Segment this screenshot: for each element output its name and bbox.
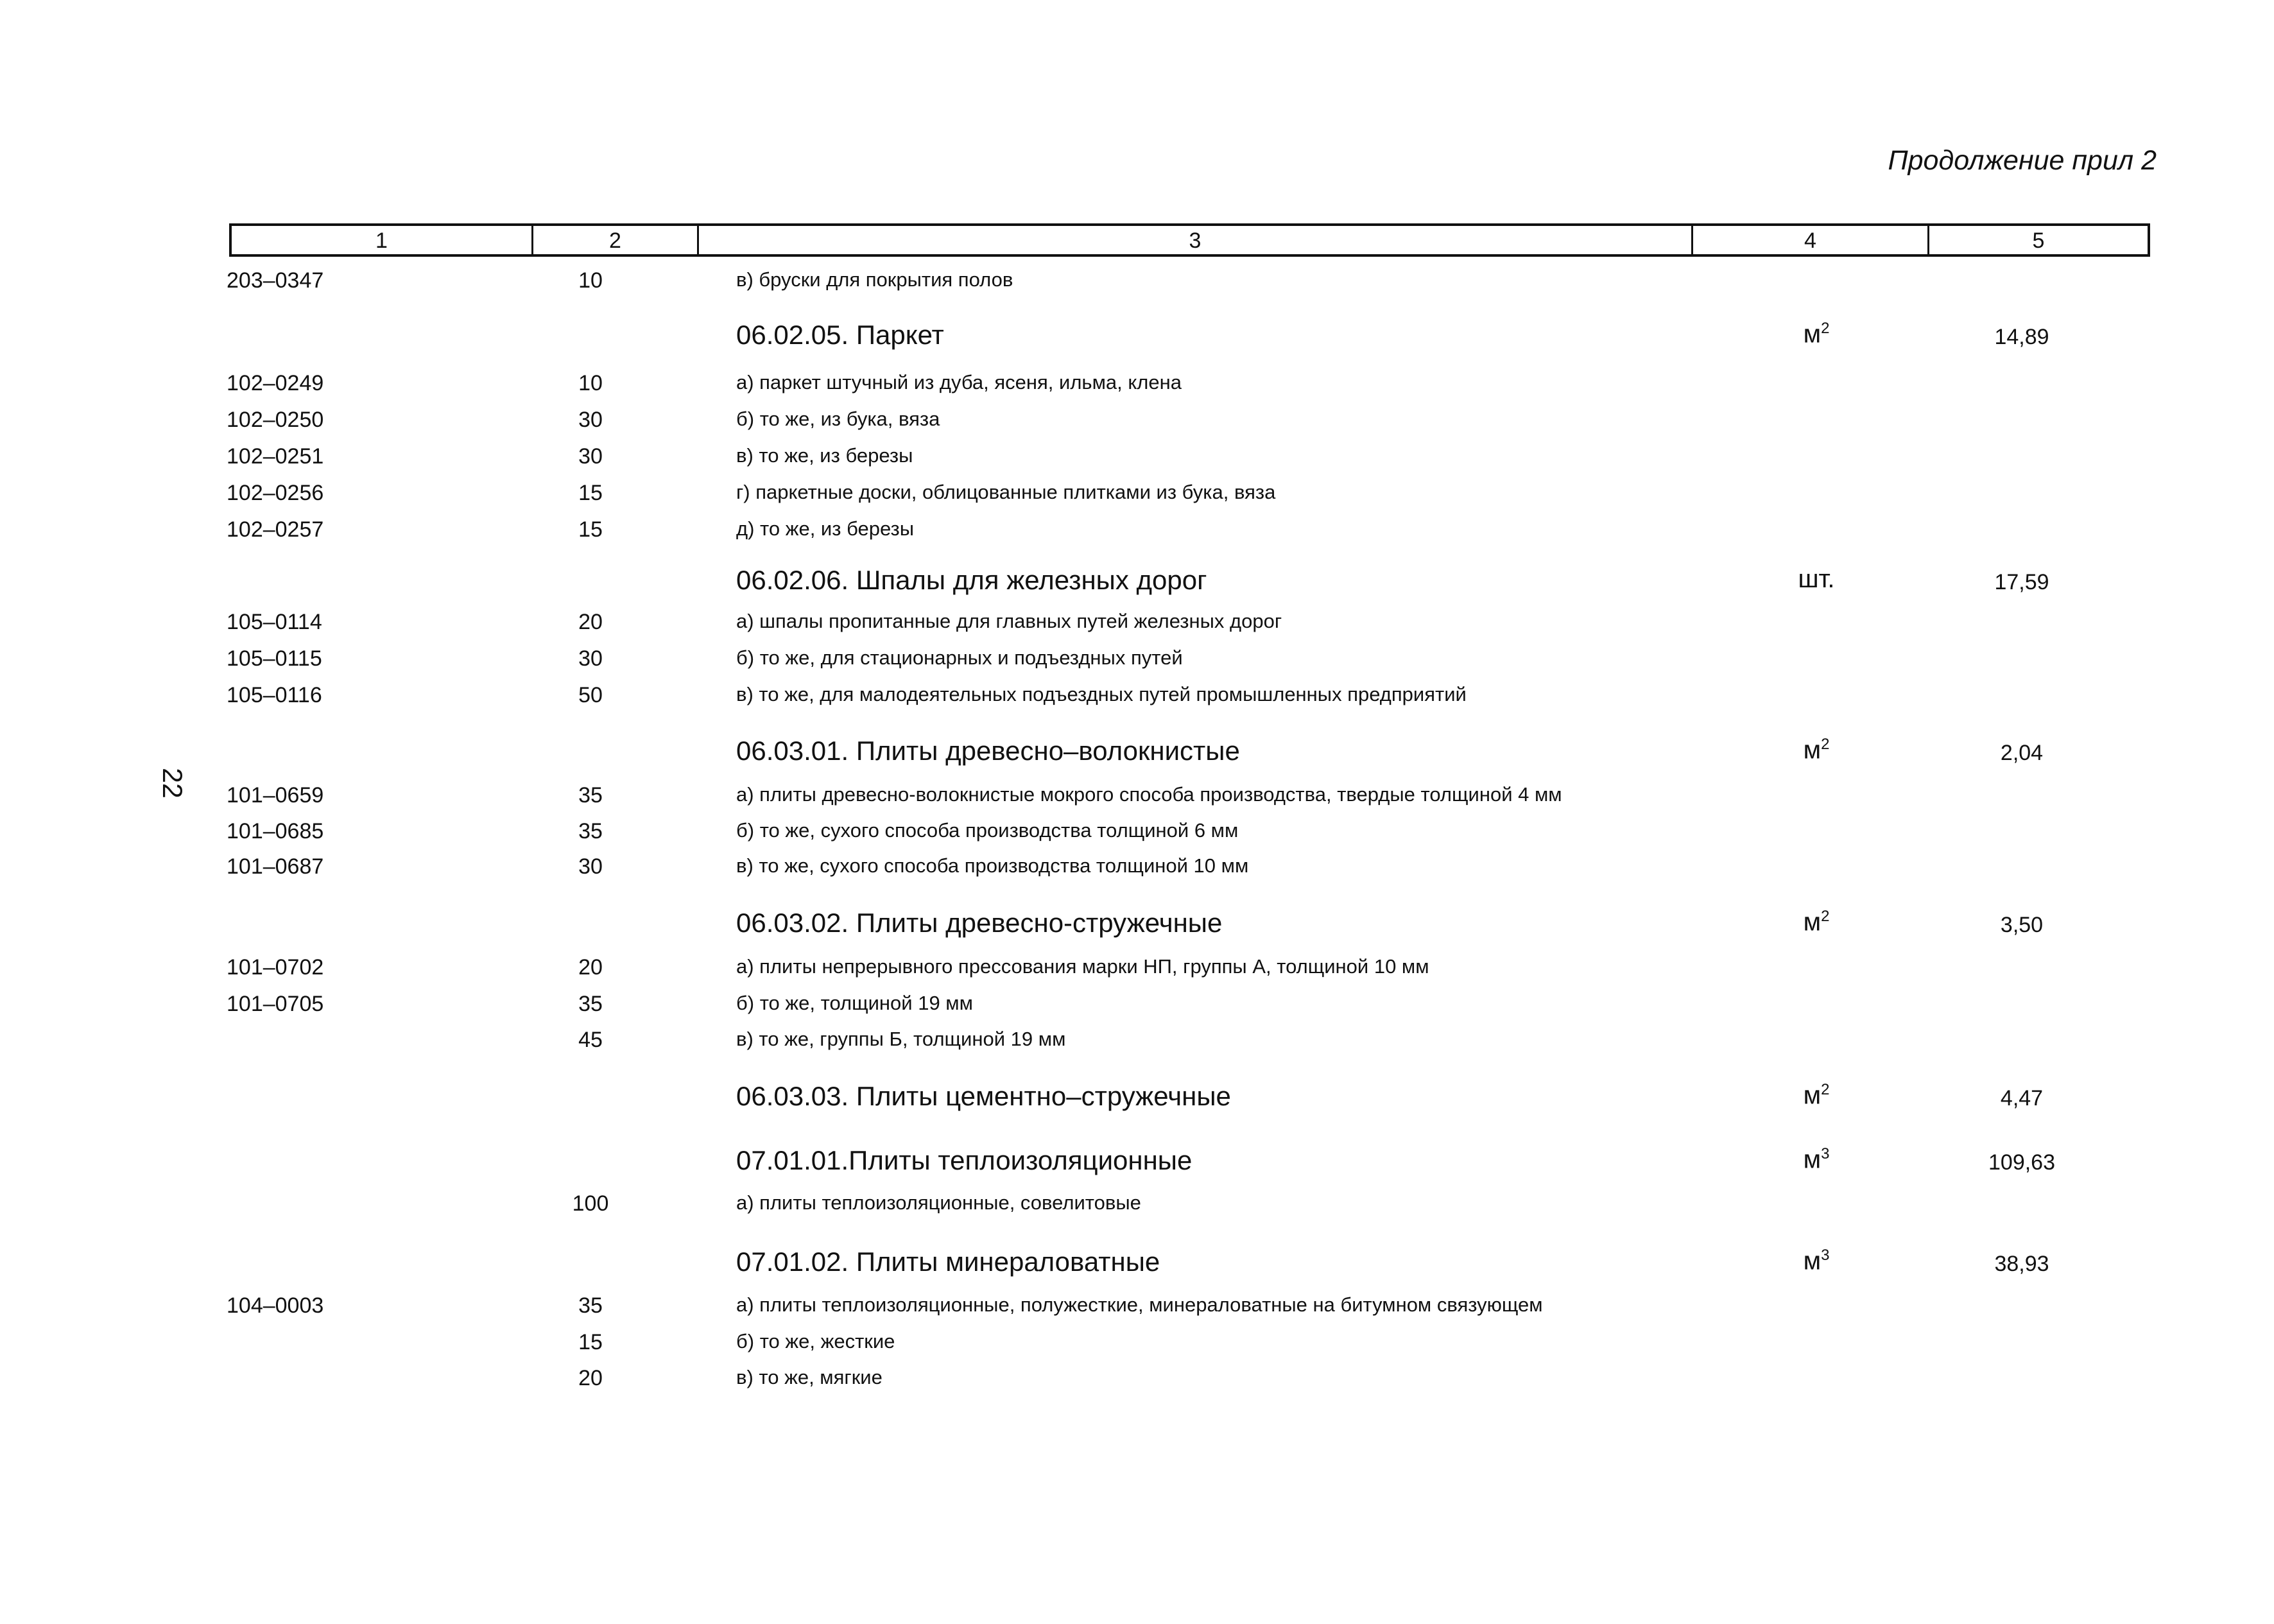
unit-power: 3 [1821,1247,1830,1264]
percent-value: 20 [578,610,603,634]
item-description: в) то же, для малодеятельных подъездных путей промышленных предприятий [736,683,1467,705]
resource-code: 101–0705 [227,992,324,1016]
resource-code: 101–0702 [227,955,324,980]
resource-code: 105–0114 [227,610,322,634]
group-value: 4,47 [2000,1086,2044,1110]
resource-code: 102–0249 [227,371,324,395]
item-description: а) плиты теплоизоляционные, полужесткие, минераловатные на битумном связующем [736,1293,1543,1316]
unit-of-measure [1771,320,1861,349]
item-description: в) то же, из березы [736,444,913,467]
percent-value: 10 [578,268,603,293]
item-description: в) бруски для покрытия полов [736,268,1013,291]
resource-code: 102–0257 [227,517,324,542]
unit-text: м [1803,908,1822,937]
column-header-row [229,223,2150,257]
percent-value: 35 [578,819,603,843]
resource-code: 203–0347 [227,268,324,293]
percent-value: 20 [578,955,603,980]
percent-value: 15 [578,1330,603,1354]
percent-value: 45 [578,1028,603,1052]
group-title: 06.02.05. Паркет [736,320,944,350]
group-title: 07.01.01.Плиты теплоизоляционные [736,1145,1193,1175]
percent-value: 30 [578,444,603,469]
resource-code: 102–0250 [227,408,324,432]
percent-value: 35 [578,783,603,808]
unit-text: шт. [1798,565,1835,593]
percent-value: 30 [578,854,603,879]
group-title: 07.01.02. Плиты минераловатные [736,1247,1160,1277]
continuation-caption: Продолжение прил 2 [1888,145,2157,176]
unit-text: м [1803,1247,1822,1275]
resource-code: 101–0685 [227,819,324,843]
unit-of-measure [1771,1081,1861,1110]
item-description: д) то же, из березы [736,517,915,540]
page-number: 22 [157,768,187,799]
item-description: б) то же, жесткие [736,1330,895,1352]
group-title: 06.03.01. Плиты древесно–волокнистые [736,736,1240,766]
percent-value: 15 [578,481,603,505]
unit-power: 2 [1821,736,1830,753]
group-title: 06.02.06. Шпалы для железных дорог [736,565,1207,595]
unit-power: 2 [1821,908,1830,925]
resource-code: 101–0659 [227,783,324,808]
item-description: г) паркетные доски, облицованные плитками из бука, вяза [736,481,1276,503]
unit-of-measure [1771,1145,1861,1174]
resource-code: 102–0251 [227,444,324,469]
unit-power: 2 [1821,1081,1830,1098]
unit-of-measure [1771,736,1861,764]
unit-text: м [1803,320,1822,349]
item-description: в) то же, сухого способа производства толщиной 10 мм [736,854,1249,877]
column-header-2: 2 [533,226,699,254]
item-description: в) то же, группы Б, толщиной 19 мм [736,1028,1066,1050]
group-title: 06.03.02. Плиты древесно-стружечные [736,908,1223,938]
percent-value: 100 [572,1191,609,1216]
unit-of-measure [1771,1247,1861,1275]
item-description: в) то же, мягкие [736,1366,883,1388]
group-title: 06.03.03. Плиты цементно–стружечные [736,1081,1231,1111]
group-value: 38,93 [1994,1252,2049,1276]
group-value: 109,63 [1988,1150,2055,1175]
percent-value: 15 [578,517,603,542]
unit-power: 2 [1821,320,1830,337]
percent-value: 20 [578,1366,603,1390]
percent-value: 30 [578,646,603,671]
unit-of-measure [1771,565,1861,594]
group-value: 14,89 [1994,325,2049,349]
item-description: б) то же, для стационарных и подъездных путей [736,646,1183,669]
item-description: б) то же, сухого способа производства толщиной 6 мм [736,819,1239,842]
resource-code: 105–0116 [227,683,322,707]
unit-power: 3 [1821,1145,1830,1162]
item-description: б) то же, из бука, вяза [736,408,940,430]
item-description: а) плиты теплоизоляционные, совелитовые [736,1191,1141,1214]
resource-code: 105–0115 [227,646,322,671]
column-header-3: 3 [699,226,1693,254]
column-header-5: 5 [2032,229,2045,253]
column-header-4: 4 [1693,226,1929,254]
unit-text: м [1803,736,1822,764]
percent-value: 50 [578,683,603,707]
group-value: 3,50 [2000,913,2044,937]
resource-code: 104–0003 [227,1293,324,1318]
column-header-1: 1 [232,226,533,254]
resource-code: 102–0256 [227,481,324,505]
percent-value: 35 [578,992,603,1016]
group-value: 2,04 [2000,741,2044,765]
resource-code: 101–0687 [227,854,324,879]
unit-of-measure [1771,908,1861,937]
item-description: б) то же, толщиной 19 мм [736,992,973,1014]
unit-text: м [1803,1081,1822,1110]
group-value: 17,59 [1994,570,2049,594]
item-description: а) паркет штучный из дуба, ясеня, ильма, клена [736,371,1182,393]
item-description: а) плиты древесно-волокнистые мокрого способа производства, твердые толщиной 4 мм [736,783,1562,806]
percent-value: 35 [578,1293,603,1318]
item-description: а) плиты непрерывного прессования марки НП, группы А, толщиной 10 мм [736,955,1429,978]
percent-value: 10 [578,371,603,395]
unit-text: м [1803,1145,1822,1174]
percent-value: 30 [578,408,603,432]
item-description: а) шпалы пропитанные для главных путей железных дорог [736,610,1282,632]
